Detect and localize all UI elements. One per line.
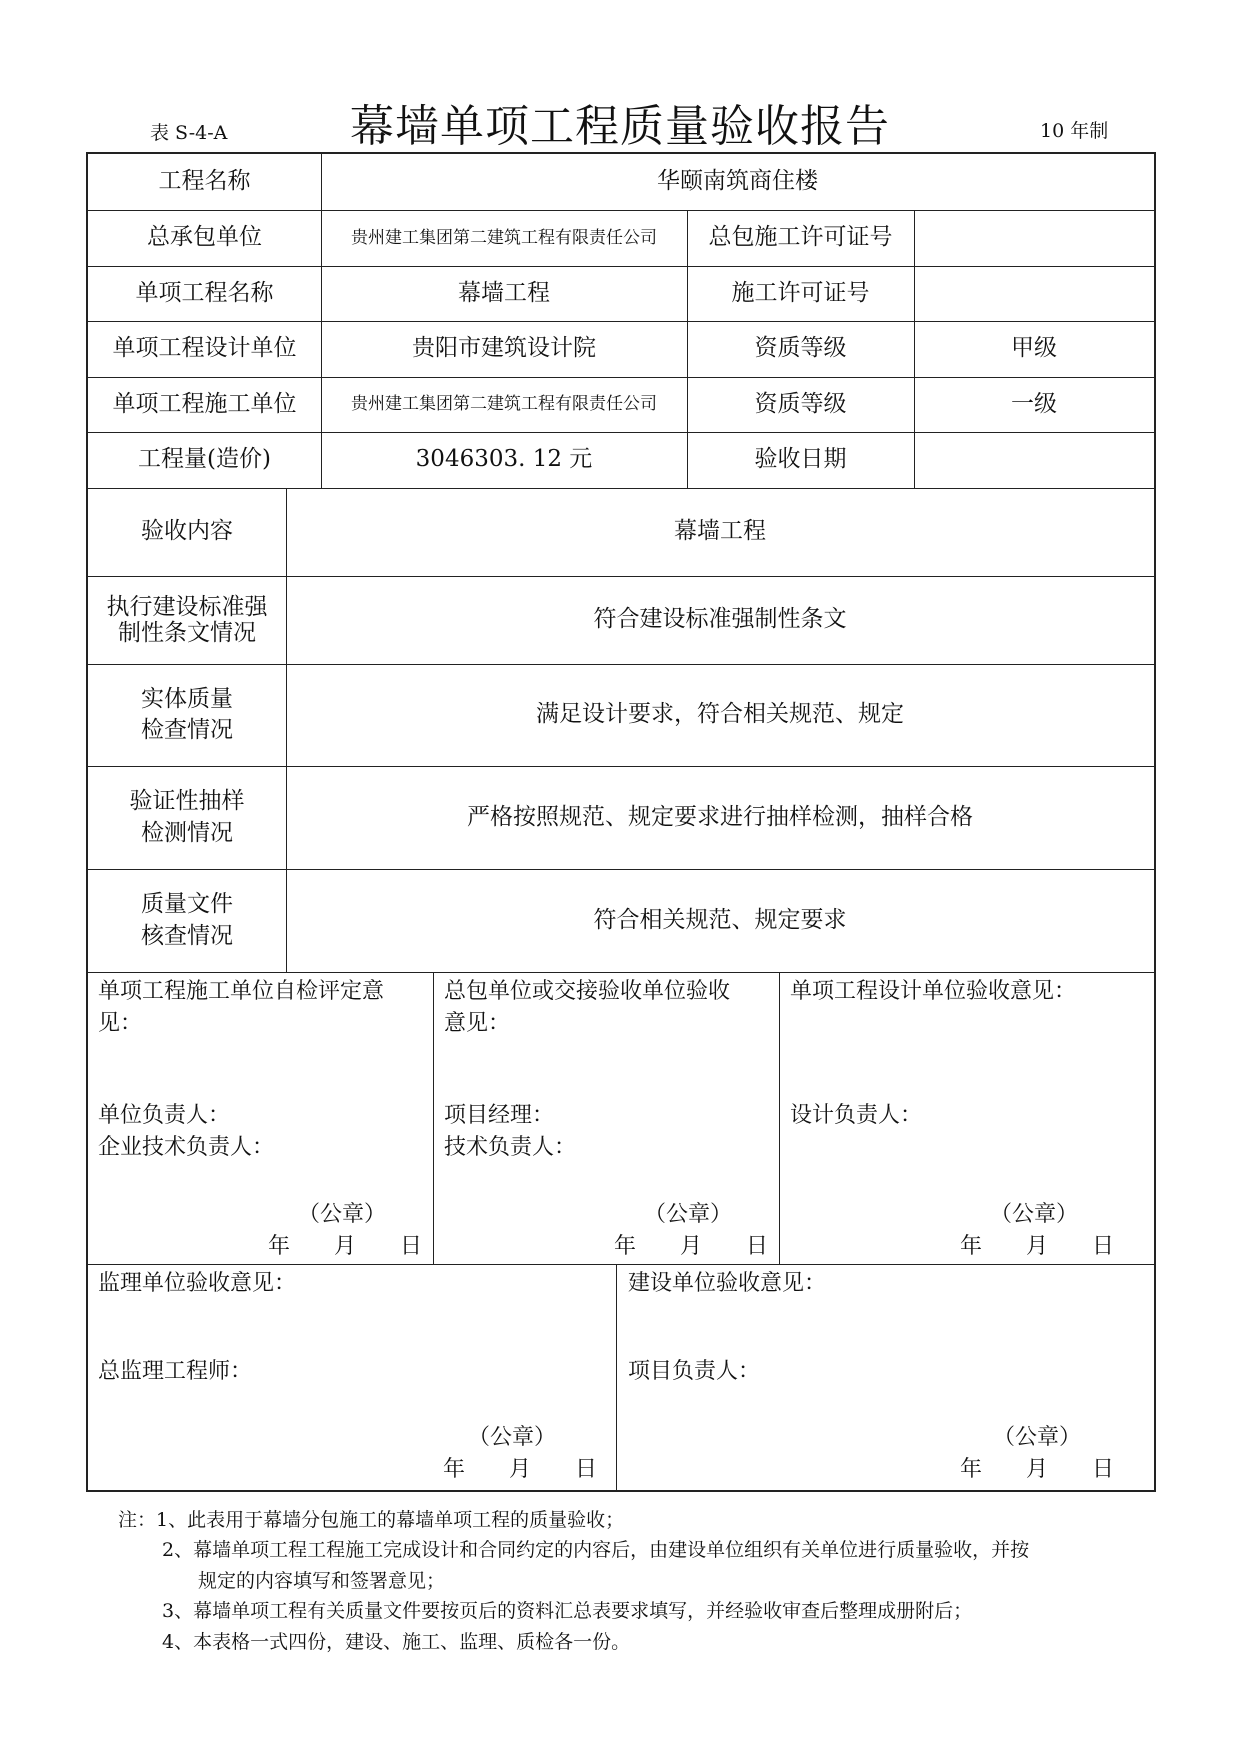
inspection-label-line: 执行建设标准强 xyxy=(106,593,268,620)
row-divider xyxy=(88,1264,1154,1265)
inspection-value: 符合相关规范、规定要求 xyxy=(593,906,847,933)
inspection-label-line: 验收内容 xyxy=(141,518,233,545)
construction-unit-label: 单项工程施工单位 xyxy=(112,390,297,417)
design-unit-label: 单项工程设计单位 xyxy=(112,335,297,362)
design-unit-opinion-title xyxy=(790,976,1150,1008)
inspection-value: 满足设计要求，符合相关规范、规定 xyxy=(536,701,904,728)
note-item-continued: 规定的内容填写和签署意见； xyxy=(198,1569,446,1592)
note-item: 4、本表格一式四份，建设、施工、监理、质检各一份。 xyxy=(162,1630,631,1653)
general-permit-label: 总包施工许可证号 xyxy=(708,224,893,251)
inspection-label xyxy=(88,488,286,576)
inspection-label-line: 实体质量 xyxy=(141,685,233,712)
quantity-label: 工程量(造价) xyxy=(138,446,271,473)
opinion-title-line: 见： xyxy=(98,1010,143,1036)
note-item: 2、幕墙单项工程工程施工完成设计和合同约定的内容后，由建设单位组织有关单位进行质量验收，并按 xyxy=(162,1539,1030,1562)
supervision-opinion-title: 监理单位验收意见： xyxy=(98,1271,297,1296)
inspection-label-line: 质量文件 xyxy=(141,891,233,918)
item-name-value: 幕墙工程 xyxy=(458,279,550,306)
inspection-label xyxy=(88,869,286,972)
date-line: 年 月 日 xyxy=(443,1457,598,1482)
permit-label: 施工许可证号 xyxy=(731,279,870,306)
date-line: 年 月 日 xyxy=(614,1234,769,1259)
notes xyxy=(118,1505,1158,1657)
opinion-title-line: 总包单位或交接验收单位验收 xyxy=(444,979,731,1004)
inspection-value: 严格按照规范、规定要求进行抽样检测，抽样合格 xyxy=(467,803,973,830)
construction-grade-label: 资质等级 xyxy=(754,390,847,417)
inspection-label xyxy=(88,766,286,869)
inspection-label-line: 制性条文情况 xyxy=(118,620,256,646)
self-check-signatures xyxy=(98,1100,428,1164)
general-contractor-value: 贵州建工集团第二建筑工程有限责任公司 xyxy=(351,227,657,248)
col-divider xyxy=(779,972,780,1264)
owner-opinion-title: 建设单位验收意见： xyxy=(628,1271,827,1296)
item-name-label: 单项工程名称 xyxy=(135,279,274,306)
construction-unit-value: 贵州建工集团第二建筑工程有限责任公司 xyxy=(351,394,657,415)
project-name-value: 华颐南筑商住楼 xyxy=(657,168,818,195)
inspection-value: 符合建设标准强制性条文 xyxy=(593,606,847,633)
opinion-title-line: 意见： xyxy=(444,1010,511,1036)
general-contractor-label: 总承包单位 xyxy=(147,224,262,251)
self-check-opinion-title xyxy=(98,976,428,1040)
general-permit-value xyxy=(914,210,1154,266)
general-contractor-opinion-title xyxy=(444,976,774,1040)
form-edition: 10 年制 xyxy=(1040,120,1109,142)
inspection-label-line: 验证性抽样 xyxy=(129,788,245,815)
general-contractor-signatures xyxy=(444,1100,774,1164)
seal-label: （公章） xyxy=(298,1202,387,1227)
signature-label: 项目经理： xyxy=(444,1103,555,1128)
chief-supervisor-label: 总监理工程师： xyxy=(98,1359,253,1384)
design-grade-value: 甲级 xyxy=(1011,335,1057,362)
signature-label: 设计负责人： xyxy=(790,1103,923,1128)
inspection-label xyxy=(88,576,286,664)
col-divider xyxy=(616,1264,617,1490)
acceptance-date-label: 验收日期 xyxy=(754,446,847,473)
permit-value xyxy=(914,266,1154,321)
opinion-title-line: 单项工程施工单位自检评定意 xyxy=(98,979,385,1004)
col-divider xyxy=(433,972,434,1264)
signature-label: 单位负责人： xyxy=(98,1103,231,1128)
opinion-title-line: 单项工程设计单位验收意见： xyxy=(790,979,1077,1004)
date-line: 年 月 日 xyxy=(268,1234,423,1259)
note-item: 注：1、此表用于幕墙分包施工的幕墙单项工程的质量验收； xyxy=(118,1509,625,1531)
signature-label: 企业技术负责人： xyxy=(98,1134,275,1160)
seal-label: （公章） xyxy=(644,1202,733,1227)
inspection-label-line: 检查情况 xyxy=(141,717,233,743)
inspection-label-line: 核查情况 xyxy=(141,922,233,949)
acceptance-date-value xyxy=(914,432,1154,488)
report-table xyxy=(86,152,1156,1492)
report-title: 幕墙单项工程质量验收报告 xyxy=(350,101,890,152)
project-leader-label: 项目负责人： xyxy=(628,1359,761,1384)
design-unit-value: 贵阳市建筑设计院 xyxy=(412,335,596,362)
row-divider xyxy=(88,972,1154,973)
note-item: 3、幕墙单项工程有关质量文件要按页后的资料汇总表要求填写，并经验收审查后整理成册附后； xyxy=(162,1600,973,1623)
form-code: 表 S-4-A xyxy=(150,122,228,144)
signature-label: 技术负责人： xyxy=(444,1134,577,1160)
seal-label: （公章） xyxy=(468,1425,557,1450)
inspection-label-line: 检测情况 xyxy=(141,819,233,846)
project-name-label: 工程名称 xyxy=(158,168,251,195)
design-unit-signatures xyxy=(790,1100,1150,1132)
seal-label: （公章） xyxy=(990,1202,1079,1227)
date-line: 年 月 日 xyxy=(960,1457,1115,1482)
construction-grade-value: 一级 xyxy=(1011,390,1057,417)
quantity-value: 3046303. 12 元 xyxy=(415,446,593,473)
date-line: 年 月 日 xyxy=(960,1234,1115,1259)
design-grade-label: 资质等级 xyxy=(754,335,847,362)
inspection-label xyxy=(88,664,286,766)
inspection-value: 幕墙工程 xyxy=(674,518,766,545)
seal-label: （公章） xyxy=(993,1425,1082,1450)
